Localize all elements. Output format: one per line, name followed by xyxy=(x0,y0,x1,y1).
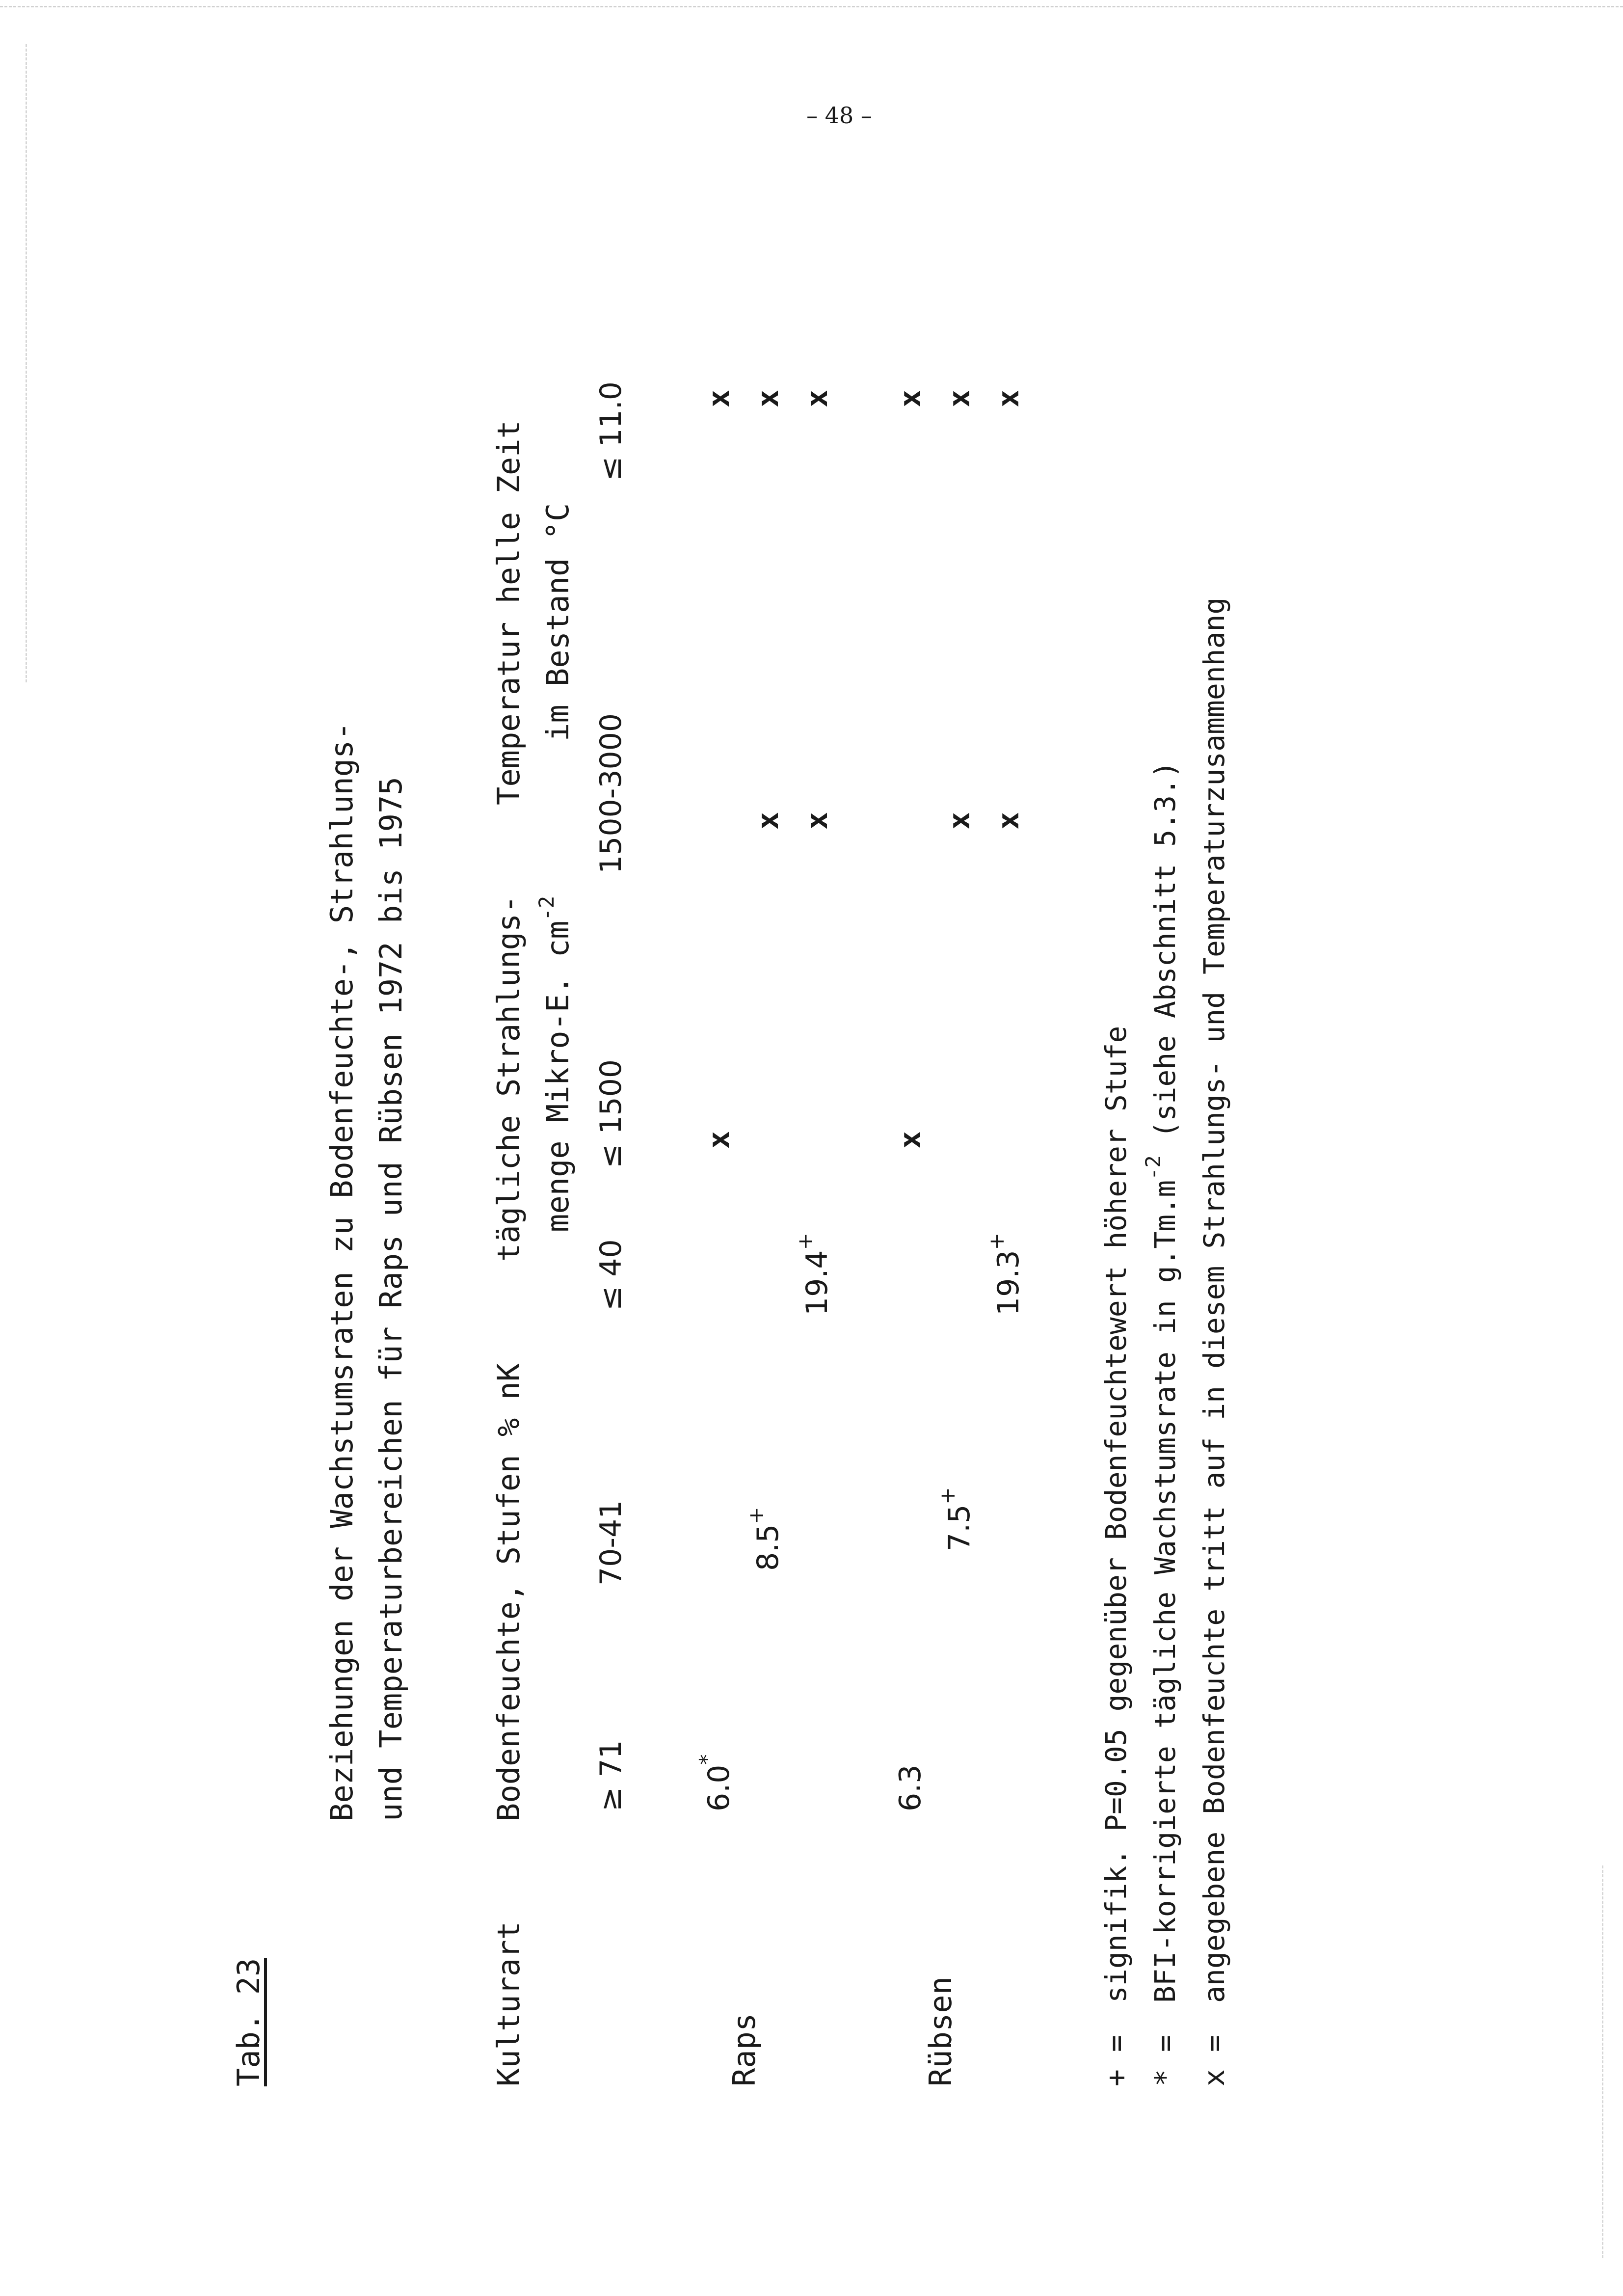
header-temperatur-line1: Temperatur helle Zeit xyxy=(491,420,527,805)
x-mark-raps-temp: x xyxy=(751,389,785,407)
value-ruebsen-bf-high: 6.3 xyxy=(893,1764,928,1811)
x-mark-raps-strahl-mid: x xyxy=(800,811,834,830)
x-mark-ruebsen-temp: x xyxy=(942,389,977,407)
sub-strahl-mid: 1500-3000 xyxy=(594,713,628,874)
table-title-line1: Beziehungen der Wachstumsraten zu Bodenfeuchte-, Strahlungs- xyxy=(324,722,360,1821)
x-mark-ruebsen-temp: x xyxy=(991,389,1026,407)
footnote-plus: + =signifik. P=0.05 gegenüber Bodenfeuchtewert höherer Stufe xyxy=(1099,1026,1133,2086)
header-strahlung-exp: -2 xyxy=(534,895,559,921)
page-number: – 48 – xyxy=(806,102,872,129)
footnote-x: x =angegebene Bodenfeuchte tritt auf in diesem Strahlungs- und Temperaturzusammenhang xyxy=(1197,597,1231,2086)
sub-bf-high: ≥ 71 xyxy=(594,1740,628,1811)
value-raps-bf-high: 6.0* xyxy=(695,1754,736,1811)
row-name-raps: Raps xyxy=(726,2013,762,2086)
x-mark-ruebsen-strahl-low: x xyxy=(893,1131,928,1149)
x-mark-raps-temp: x xyxy=(702,389,736,407)
value-ruebsen-bf-low: 19.3+ xyxy=(984,1233,1026,1316)
value-raps-bf-mid: 8.5+ xyxy=(744,1507,785,1571)
header-bodenfeuchte: Bodenfeuchte, Stufen % nK xyxy=(491,1363,527,1821)
sub-strahl-low: ≤ 1500 xyxy=(594,1059,628,1168)
x-mark-raps-strahl-low: x xyxy=(702,1131,736,1149)
header-strahlung-line1: tägliche Strahlungs- xyxy=(491,895,527,1262)
x-mark-raps-temp: x xyxy=(800,389,834,407)
sub-temp-low: ≤ 11.0 xyxy=(594,381,628,481)
sub-bf-low: ≤ 40 xyxy=(594,1239,628,1311)
scan-edge-top xyxy=(0,6,1623,7)
header-kulturart: Kulturart xyxy=(491,1921,527,2086)
table-title-line2: und Temperaturbereichen für Raps und Rübsen 1972 bis 1975 xyxy=(373,777,409,1821)
x-mark-raps-strahl-mid: x xyxy=(751,811,785,830)
x-mark-ruebsen-strahl-mid: x xyxy=(991,811,1026,830)
table-caption: Tab. 23 xyxy=(231,1958,266,2086)
rotated-table xyxy=(231,123,1623,2086)
x-mark-ruebsen-strahl-mid: x xyxy=(942,811,977,830)
value-raps-bf-low: 19.4+ xyxy=(793,1233,834,1316)
header-temperatur-line2: im Bestand °C xyxy=(540,503,576,741)
x-mark-ruebsen-temp: x xyxy=(893,389,928,407)
value-ruebsen-bf-mid: 7.5+ xyxy=(935,1487,977,1551)
header-strahlung-line2 xyxy=(534,895,576,1232)
row-name-ruebsen: Rübsen xyxy=(923,1976,958,2086)
header-strahlung-text: menge Mikro-E. cm xyxy=(540,920,576,1232)
sub-bf-mid: 70-41 xyxy=(594,1500,628,1586)
scan-edge-left xyxy=(26,44,27,682)
footnote-star: * =BFI-korrigierte tägliche Wachstumsrate in $g.Tm.m^{-2}$ (siehe Abschnitt 5.3.) xyxy=(1141,761,1182,2086)
